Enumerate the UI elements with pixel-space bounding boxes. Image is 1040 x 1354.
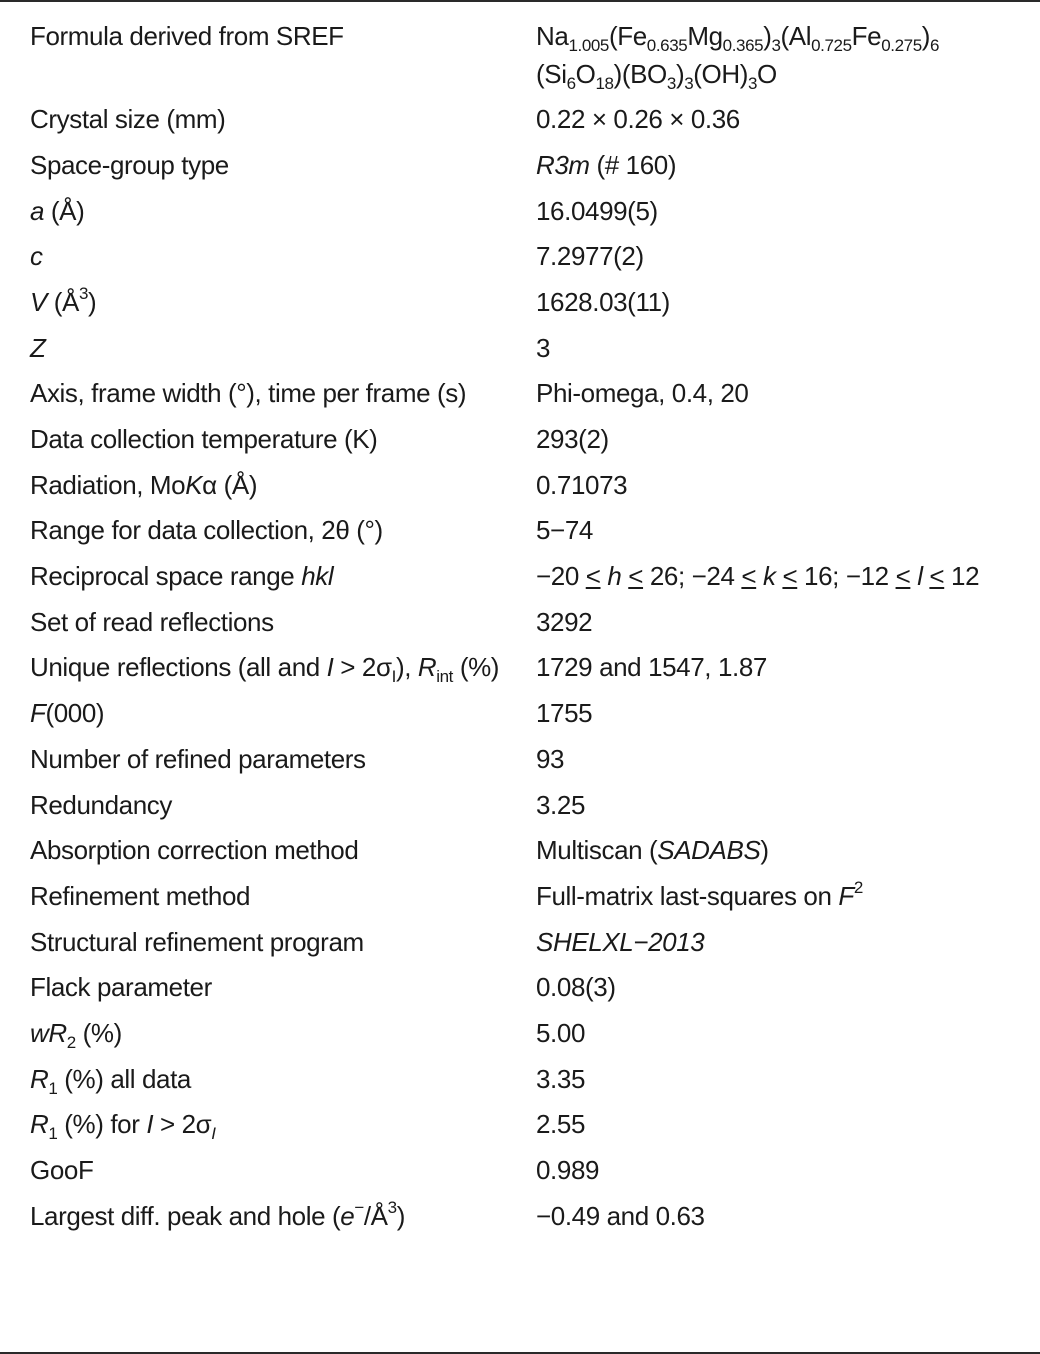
- value-cell: [536, 878, 1040, 924]
- value-text-segment: 0.365: [722, 36, 764, 55]
- param-cell: [0, 467, 536, 513]
- table-row: [0, 1015, 1040, 1061]
- value-text-segment: ): [763, 21, 772, 51]
- param-cell: [0, 832, 536, 878]
- value-cell: [536, 330, 1040, 376]
- param-text-segment: Crystal size (mm): [30, 104, 226, 135]
- param-text-segment: (%) all data: [57, 1063, 191, 1094]
- value-text-segment: O: [575, 58, 596, 89]
- value-cell: [536, 238, 1040, 284]
- param-text-segment: 2: [66, 1032, 76, 1052]
- param-text-segment: hkl: [301, 561, 334, 592]
- param-text-segment: V: [30, 286, 47, 317]
- value-cell: [536, 147, 1040, 193]
- value-text-segment: 3292: [536, 606, 593, 637]
- value-cell: [536, 1015, 1040, 1061]
- param-cell: [0, 1152, 536, 1198]
- value-text-segment: 1.005: [568, 36, 609, 55]
- table-row: [0, 924, 1040, 970]
- value-cell: [536, 1198, 1040, 1244]
- table-row: [0, 1106, 1040, 1152]
- param-cell: [0, 649, 536, 695]
- value-text-segment: R3m: [536, 149, 590, 180]
- value-text-segment: <: [929, 561, 945, 592]
- param-text-segment: Unique reflections (all and: [30, 652, 327, 683]
- param-text-segment: 1: [48, 1078, 58, 1098]
- value-text-segment: ): [760, 835, 769, 866]
- value-text-segment: 26; −24: [643, 561, 742, 592]
- value-text-segment: Phi-omega, 0.4, 20: [536, 378, 749, 409]
- value-text-segment: 2: [853, 877, 863, 897]
- value-text-segment: −12: [845, 561, 896, 592]
- value-text-segment: 3: [747, 73, 758, 93]
- value-text-segment: 3.35: [536, 1063, 586, 1094]
- table-row: [0, 558, 1040, 604]
- param-text-segment: Structural refinement program: [30, 926, 364, 957]
- param-text-segment: Range for data collection, 2θ (°): [30, 515, 383, 546]
- param-text-segment: 1: [48, 1124, 58, 1144]
- param-text-segment: Number of refined parameters: [30, 743, 366, 774]
- table-row: [0, 147, 1040, 193]
- param-cell: [0, 1061, 536, 1107]
- param-cell: [0, 787, 536, 833]
- value-cell: [536, 969, 1040, 1015]
- param-cell: [0, 604, 536, 650]
- table-row: [0, 969, 1040, 1015]
- param-text-segment: /Å: [363, 1200, 388, 1231]
- param-cell: [0, 193, 536, 239]
- table-row: [0, 649, 1040, 695]
- param-cell: [0, 284, 536, 330]
- value-cell: [536, 787, 1040, 833]
- value-text-segment: 3: [536, 332, 551, 363]
- value-cell: [536, 924, 1040, 970]
- table-row: [0, 604, 1040, 650]
- value-text-segment: SHELXL−2013: [536, 926, 705, 957]
- param-cell: [0, 695, 536, 741]
- param-text-segment: (%) for: [57, 1109, 147, 1140]
- value-cell: [536, 649, 1040, 695]
- table-row: [0, 421, 1040, 467]
- value-text-segment: 0.635: [646, 36, 688, 55]
- table-row: [0, 787, 1040, 833]
- value-cell: [536, 512, 1040, 558]
- value-cell: [536, 193, 1040, 239]
- table-row: [0, 695, 1040, 741]
- param-text-segment: Space-group type: [30, 149, 229, 180]
- crystal-data-table: [0, 18, 1040, 1243]
- value-text-segment: 3: [666, 73, 676, 93]
- value-text-segment: k: [763, 561, 776, 592]
- param-text-segment: Radiation, Mo: [30, 469, 186, 500]
- param-text-segment: Refinement method: [30, 880, 251, 911]
- param-text-segment: Set of read reflections: [30, 606, 274, 637]
- param-text-segment: (000): [45, 698, 105, 729]
- param-cell: [0, 421, 536, 467]
- value-text-segment: 6: [566, 73, 576, 93]
- value-text-segment: <: [628, 561, 644, 592]
- param-cell: [0, 924, 536, 970]
- value-text-segment: )(BO: [613, 58, 667, 89]
- value-text-segment: 1729 and 1547, 1.87: [536, 652, 767, 683]
- value-text-segment: F: [838, 880, 854, 911]
- value-text-segment: Fe: [851, 21, 882, 51]
- table-row: [0, 832, 1040, 878]
- value-text-segment: −0.49 and 0.63: [536, 1200, 705, 1231]
- value-text-segment: 0.22 × 0.26 × 0.36: [536, 104, 740, 135]
- value-text-segment: 293(2): [536, 424, 609, 454]
- value-text-segment: (# 160): [589, 149, 677, 180]
- param-text-segment: e: [340, 1200, 355, 1231]
- table-row: [0, 512, 1040, 558]
- value-text-segment: 12: [944, 561, 980, 592]
- param-text-segment: Z: [30, 332, 46, 363]
- value-text-segment: 3: [684, 73, 694, 93]
- value-cell: [536, 1152, 1040, 1198]
- param-cell: [0, 147, 536, 193]
- value-cell: [536, 421, 1040, 467]
- value-text-segment: 0.08(3): [536, 972, 616, 1003]
- table-row: [0, 330, 1040, 376]
- param-cell: [0, 238, 536, 284]
- param-text-segment: I: [146, 1109, 154, 1140]
- param-text-segment: F: [30, 698, 46, 729]
- table-row: [0, 467, 1040, 513]
- value-text-segment: −20: [536, 561, 586, 592]
- value-text-segment: 16;: [797, 561, 846, 592]
- param-text-segment: a: [30, 195, 45, 226]
- param-text-segment: I: [211, 1124, 216, 1144]
- value-text-segment: 0.989: [536, 1155, 600, 1185]
- value-text-segment: 0.71073: [536, 469, 628, 500]
- value-text-segment: (Si: [536, 58, 567, 89]
- param-text-segment: c: [30, 241, 43, 272]
- value-text-segment: 0.725: [811, 36, 852, 55]
- value-text-segment: <: [585, 561, 601, 592]
- value-cell: [536, 832, 1040, 878]
- param-text-segment: α (Å): [202, 469, 258, 500]
- value-cell: [536, 284, 1040, 330]
- param-text-segment: Largest diff. peak and hole (: [30, 1200, 341, 1231]
- param-cell: [0, 741, 536, 787]
- value-text-segment: Multiscan (: [536, 835, 658, 866]
- param-text-segment: > 2σ: [153, 1109, 212, 1140]
- param-text-segment: wR: [30, 1017, 67, 1048]
- param-text-segment: R: [30, 1063, 49, 1094]
- value-text-segment: 16.0499(5): [536, 195, 658, 226]
- param-cell: [0, 330, 536, 376]
- value-text-segment: ): [675, 58, 685, 89]
- value-text-segment: 0.275: [881, 36, 922, 55]
- value-text-segment: Na: [536, 21, 569, 51]
- param-text-segment: (Å): [44, 195, 85, 226]
- param-text-segment: R: [30, 1109, 49, 1140]
- param-text-segment: (Å: [46, 286, 79, 317]
- param-text-segment: Absorption correction method: [30, 835, 359, 866]
- param-cell: [0, 375, 536, 421]
- param-text-segment: int: [436, 667, 453, 687]
- value-text-segment: <: [895, 561, 911, 592]
- param-text-segment: ),: [395, 652, 418, 683]
- value-cell: [536, 375, 1040, 421]
- param-cell: [0, 1106, 536, 1152]
- table-row: [0, 878, 1040, 924]
- param-text-segment: 3: [78, 283, 89, 303]
- table-row: [0, 741, 1040, 787]
- param-text-segment: Axis, frame width (°), time per frame (s): [30, 378, 467, 409]
- value-cell: [536, 741, 1040, 787]
- table-row: [0, 1061, 1040, 1107]
- param-cell: [0, 1015, 536, 1061]
- param-cell: [0, 1198, 536, 1244]
- value-text-segment: h: [607, 561, 622, 592]
- value-text-segment: Mg: [687, 21, 723, 51]
- table-row: [0, 238, 1040, 284]
- param-text-segment: 3: [387, 1197, 397, 1217]
- table-row: [0, 101, 1040, 147]
- value-text-segment: <: [782, 561, 798, 592]
- value-text-segment: 1755: [536, 698, 593, 729]
- param-cell: [0, 101, 536, 147]
- table-row: [0, 375, 1040, 421]
- param-text-segment: I: [391, 667, 396, 687]
- value-text-segment: 93: [536, 743, 565, 774]
- param-text-segment: K: [185, 469, 203, 500]
- value-text-segment: 5−74: [536, 515, 593, 546]
- param-text-segment: Data collection temperature (K): [30, 424, 378, 454]
- value-text-segment: 5.00: [536, 1017, 586, 1048]
- value-text-segment: (Fe: [608, 21, 647, 51]
- value-text-segment: ): [921, 21, 931, 51]
- param-text-segment: −: [354, 1197, 364, 1217]
- param-cell: [0, 18, 536, 101]
- table-row: [0, 193, 1040, 239]
- param-text-segment: GooF: [30, 1155, 94, 1185]
- value-text-segment: l: [917, 561, 923, 592]
- value-cell: [536, 1061, 1040, 1107]
- param-text-segment: (%): [75, 1017, 122, 1048]
- param-text-segment: Reciprocal space range: [30, 561, 302, 592]
- value-text-segment: <: [741, 561, 757, 592]
- value-cell: [536, 695, 1040, 741]
- value-text-segment: Full-matrix last-squares on: [536, 880, 839, 911]
- param-cell: [0, 558, 536, 604]
- table-row: [0, 1152, 1040, 1198]
- param-text-segment: > 2σ: [333, 652, 392, 683]
- param-cell: [0, 969, 536, 1015]
- param-text-segment: Redundancy: [30, 789, 172, 820]
- value-cell: [536, 604, 1040, 650]
- value-cell: [536, 558, 1040, 604]
- value-text-segment: (OH): [693, 58, 748, 89]
- value-text-segment: 7.2977(2): [536, 241, 644, 272]
- param-text-segment: R: [417, 652, 437, 683]
- param-text-segment: I: [326, 652, 334, 683]
- value-text-segment: SADABS: [657, 835, 761, 866]
- table-row: [0, 18, 1040, 101]
- value-text-segment: (Al: [780, 21, 812, 51]
- table-row: [0, 284, 1040, 330]
- table-row: [0, 1198, 1040, 1244]
- table-body: [0, 18, 1040, 1243]
- param-text-segment: ): [88, 286, 97, 317]
- value-text-segment: 3.25: [536, 789, 586, 820]
- param-cell: [0, 512, 536, 558]
- param-text-segment: ): [396, 1200, 405, 1231]
- param-cell: [0, 878, 536, 924]
- value-cell: [536, 1106, 1040, 1152]
- param-text-segment: Flack parameter: [30, 972, 212, 1003]
- param-text-segment: Formula derived from SREF: [30, 21, 344, 51]
- value-cell: [536, 101, 1040, 147]
- value-text-segment: 18: [595, 73, 614, 93]
- value-text-segment: 3: [771, 36, 781, 55]
- value-text-segment: O: [757, 58, 777, 89]
- param-text-segment: (%): [453, 652, 500, 683]
- value-text-segment: [756, 561, 763, 591]
- value-text-segment: 1628.03(11): [536, 286, 670, 317]
- value-cell: [536, 467, 1040, 513]
- value-text-segment: 6: [930, 36, 940, 55]
- value-text-segment: 2.55: [536, 1109, 586, 1140]
- value-cell: [536, 18, 1040, 101]
